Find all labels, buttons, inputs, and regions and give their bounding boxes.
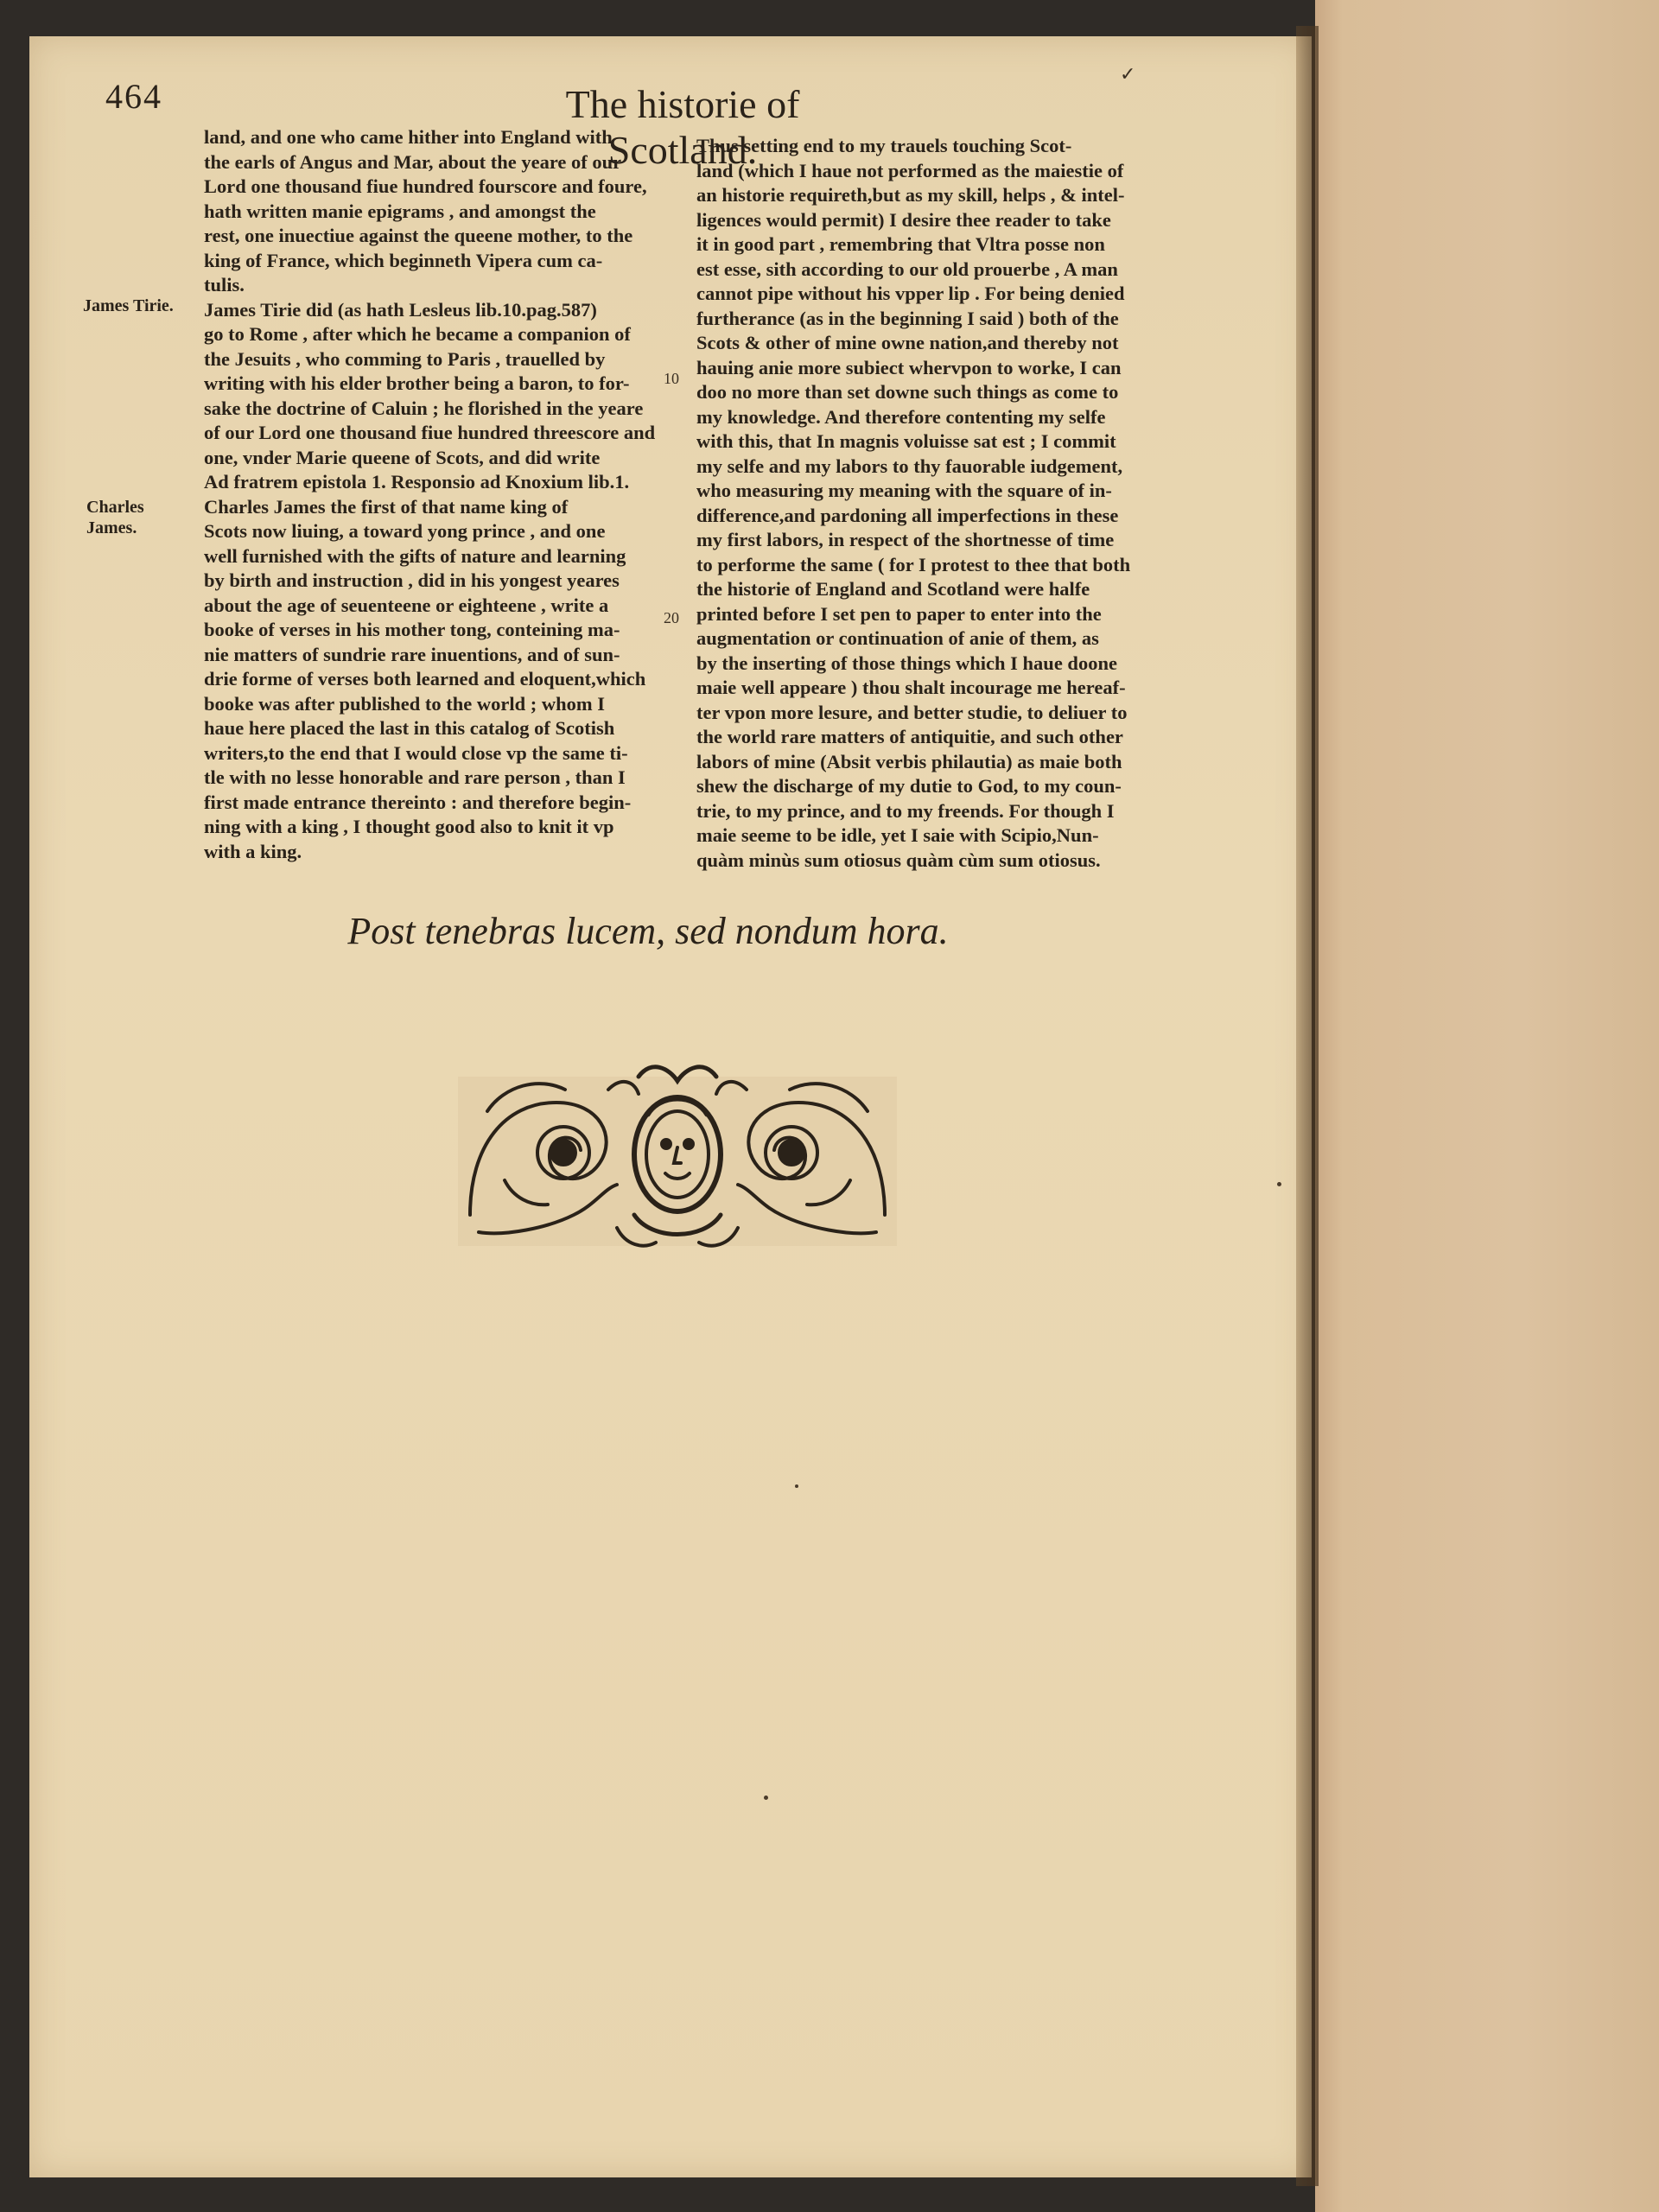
page-gutter-shadow: [1296, 26, 1319, 2186]
text-line: Scots now liuing, a toward yong prince , and one: [204, 520, 606, 542]
text-line: the Jesuits , who comming to Paris , trauelled by: [204, 347, 606, 370]
text-line: sake the doctrine of Caluin ; he florished in the yeare: [204, 397, 644, 419]
margin-note-james: James.: [86, 518, 137, 537]
text-line: who measuring my meaning with the square of in-: [696, 480, 1112, 501]
margin-note-charles: Charles: [86, 498, 144, 517]
text-line: about the age of seuenteene or eighteene , write a: [204, 594, 609, 616]
text-line: Thus setting end to my trauels touching Scot-: [696, 135, 1072, 156]
text-line: booke was after published to the world ; whom I: [204, 692, 605, 715]
text-line: shew the discharge of my dutie to God, to my coun-: [696, 775, 1122, 797]
page-blemish: [795, 1484, 798, 1488]
text-line: with a king.: [204, 840, 302, 862]
text-line: king of France, which beginneth Vipera cum ca-: [204, 249, 603, 271]
text-line: writers,to the end that I would close vp the same ti-: [204, 741, 628, 764]
text-line: go to Rome , after which he became a companion of: [204, 323, 631, 345]
text-line: Scots & other of mine owne nation,and thereby not: [696, 332, 1119, 353]
margin-note-james-tirie: James Tirie.: [83, 296, 174, 315]
text-line: my selfe and my labors to thy fauorable iudgement,: [696, 454, 1123, 477]
text-line: tle with no lesse honorable and rare person , than I: [204, 766, 626, 788]
text-line: by the inserting of those things which I haue doone: [696, 652, 1117, 674]
text-line: hauing anie more subiect whervpon to worke, I can: [696, 356, 1122, 378]
text-line: writing with his elder brother being a baron, to for-: [204, 372, 630, 394]
text-line: nie matters of sundrie rare inuentions, and of sun-: [204, 643, 620, 665]
text-line: Charles James the first of that name king of: [204, 495, 569, 518]
text-line: maie well appeare ) thou shalt incourage me hereaf-: [696, 677, 1126, 698]
text-line: est esse, sith according to our old prouerbe , A man: [696, 257, 1118, 280]
text-line: land (which I haue not performed as the maiestie of: [696, 159, 1124, 181]
text-line: quàm minùs sum otiosus quàm cùm sum otiosus.: [696, 849, 1101, 871]
text-line: booke of verses in his mother tong, conteining ma-: [204, 619, 620, 640]
page-blemish: [764, 1796, 768, 1800]
text-line: trie, to my prince, and to my freends. For though I: [696, 799, 1115, 822]
text-line: maie seeme to be idle, yet I saie with Scipio,Nun-: [696, 824, 1099, 846]
text-line: the historie of England and Scotland were halfe: [696, 578, 1090, 600]
line-number-20: 20: [664, 609, 679, 626]
text-line: drie forme of verses both learned and eloquent,which: [204, 668, 646, 690]
text-line: well furnished with the gifts of nature and learning: [204, 544, 626, 567]
closing-motto: Post tenebras lucem, sed nondum hora.: [347, 910, 949, 952]
text-line: to performe the same ( for I protest to thee that both: [696, 553, 1131, 575]
line-number-10: 10: [664, 370, 679, 387]
left-column-text: [204, 125, 655, 864]
text-line: land, and one who came hither into England with: [204, 126, 613, 148]
text-line: Lord one thousand fiue hundred fourscore and foure,: [204, 175, 647, 197]
text-line: augmentation or continuation of anie of them, as: [696, 627, 1099, 649]
text-line: difference,and pardoning all imperfections in these: [696, 504, 1119, 526]
text-line: of our Lord one thousand fiue hundred threescore and: [204, 422, 656, 443]
page-number: 464: [105, 77, 162, 116]
text-line: my first labors, in respect of the shortnesse of time: [696, 529, 1115, 550]
text-line: my knowledge. And therefore contenting my selfe: [696, 405, 1106, 428]
text-line: ter vpon more lesure, and better studie, to deliuer to: [696, 701, 1128, 723]
right-column-text: [696, 134, 1154, 873]
text-line: the world rare matters of antiquitie, and such other: [696, 726, 1123, 747]
facing-page: [1315, 0, 1659, 2212]
text-line: first made entrance thereinto : and therefore begin-: [204, 791, 632, 813]
text-line: the earls of Angus and Mar, about the yeare of our: [204, 150, 622, 173]
ink-mark-icon: ✓: [1120, 64, 1136, 86]
text-line: with this, that In magnis voluisse sat est ; I commit: [696, 430, 1116, 452]
text-line: one, vnder Marie queene of Scots, and did write: [204, 446, 601, 468]
text-line: an historie requireth,but as my skill, helps , & intel-: [696, 184, 1125, 206]
text-line: cannot pipe without his vpper lip . For being denied: [696, 283, 1125, 304]
printers-ornament-icon: [453, 1042, 902, 1258]
text-line: ning with a king , I thought good also to knit it vp: [204, 816, 614, 837]
text-line: ligences would permit) I desire thee reader to take: [696, 208, 1111, 231]
text-line: tulis.: [204, 274, 245, 296]
text-line: haue here placed the last in this catalog of Scotish: [204, 717, 615, 739]
running-title: The historie of Scotland.: [565, 82, 800, 172]
text-line: doo no more than set downe such things as come to: [696, 381, 1119, 403]
text-line: it in good part , remembring that Vltra posse non: [696, 233, 1105, 255]
text-line: furtherance (as in the beginning I said ) both of the: [696, 307, 1119, 329]
text-line: Ad fratrem epistola 1. Responsio ad Knoxium lib.1.: [204, 471, 630, 493]
page-blemish: [1277, 1182, 1281, 1186]
text-line: James Tirie did (as hath Lesleus lib.10.pag.587): [204, 298, 597, 321]
text-line: rest, one inuectiue against the queene mother, to the: [204, 225, 633, 246]
text-line: hath written manie epigrams , and amongst the: [204, 200, 596, 222]
text-line: by birth and instruction , did in his yongest yeares: [204, 569, 620, 591]
text-line: labors of mine (Absit verbis philautia) as maie both: [696, 750, 1122, 772]
text-line: printed before I set pen to paper to enter into the: [696, 602, 1102, 625]
